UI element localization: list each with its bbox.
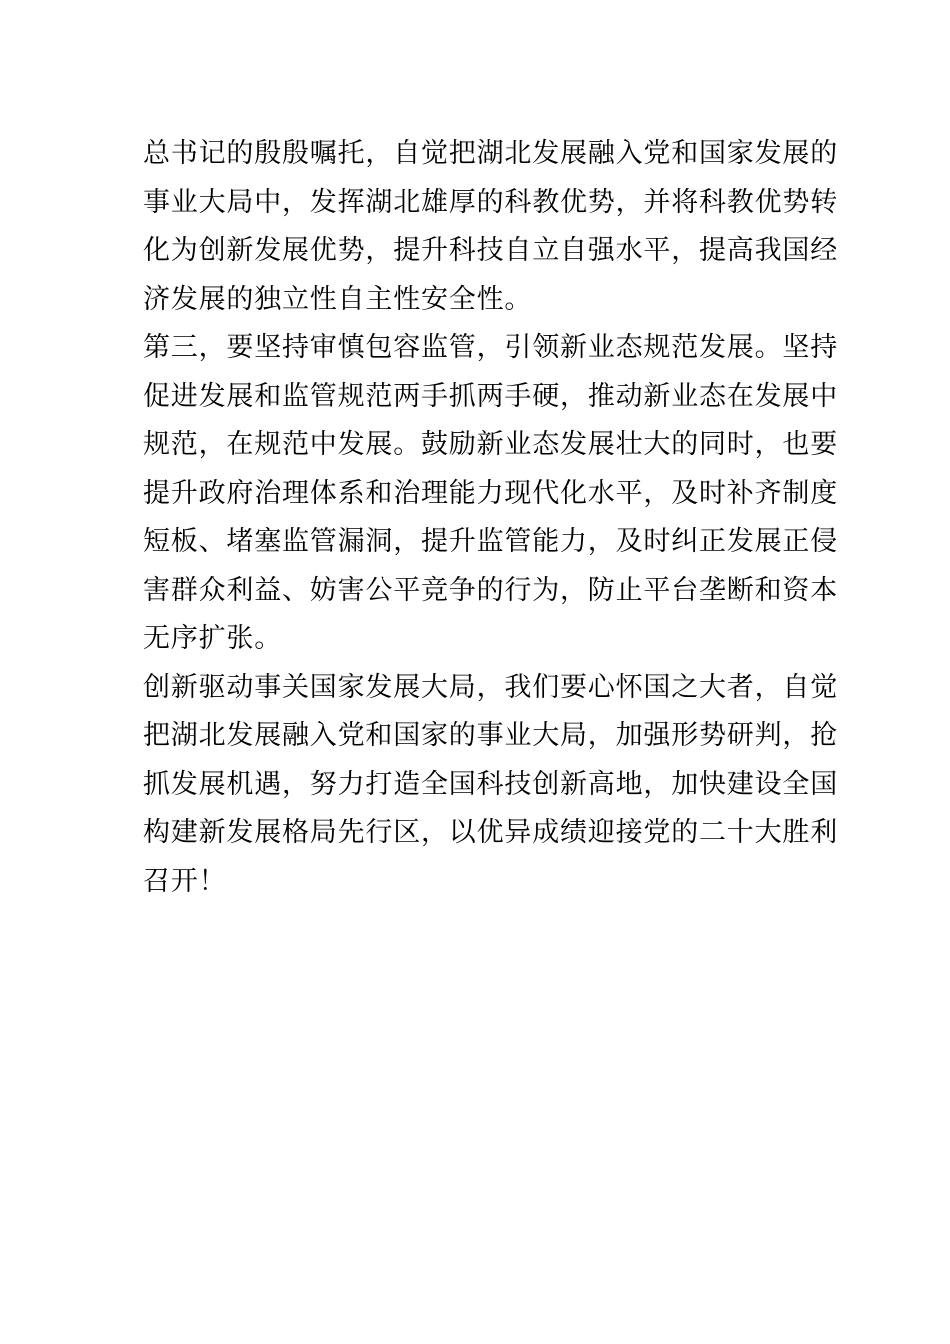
text-line: 济发展的独立性自主性安全性。	[143, 283, 533, 315]
text-line: 促进发展和监管规范两手抓两手硬，推动新业态在发展中	[143, 380, 838, 412]
text-line: 短板、堵塞监管漏洞，提升监管能力，及时纠正发展正侵	[143, 526, 838, 557]
text-line: 第三，要坚持审慎包容监管，引领新业态规范发展。坚持	[143, 332, 838, 363]
text-line: 召开！	[143, 865, 227, 897]
text-line: 害群众利益、妨害公平竞争的行为，防止平台垄断和资本	[143, 574, 838, 606]
text-line: 创新驱动事关国家发展大局，我们要心怀国之大者，自觉	[143, 671, 838, 703]
text-line: 无序扩张。	[143, 623, 282, 654]
text-line: 事业大局中，发挥湖北雄厚的科教优势，并将科教优势转	[143, 186, 838, 218]
text-line: 抓发展机遇，努力打造全国科技创新高地，加快建设全国	[143, 768, 838, 800]
body-text	[143, 130, 838, 906]
text-line: 提升政府治理体系和治理能力现代化水平，及时补齐制度	[143, 477, 838, 509]
text-line: 化为创新发展优势，提升科技自立自强水平，提高我国经	[143, 235, 838, 266]
text-line: 把湖北发展融入党和国家的事业大局，加强形势研判，抢	[143, 720, 838, 751]
text-line: 构建新发展格局先行区，以优异成绩迎接党的二十大胜利	[143, 817, 838, 848]
text-line: 规范，在规范中发展。鼓励新业态发展壮大的同时，也要	[143, 429, 838, 460]
text-line: 总书记的殷殷嘱托，自觉把湖北发展融入党和国家发展的	[143, 138, 838, 169]
